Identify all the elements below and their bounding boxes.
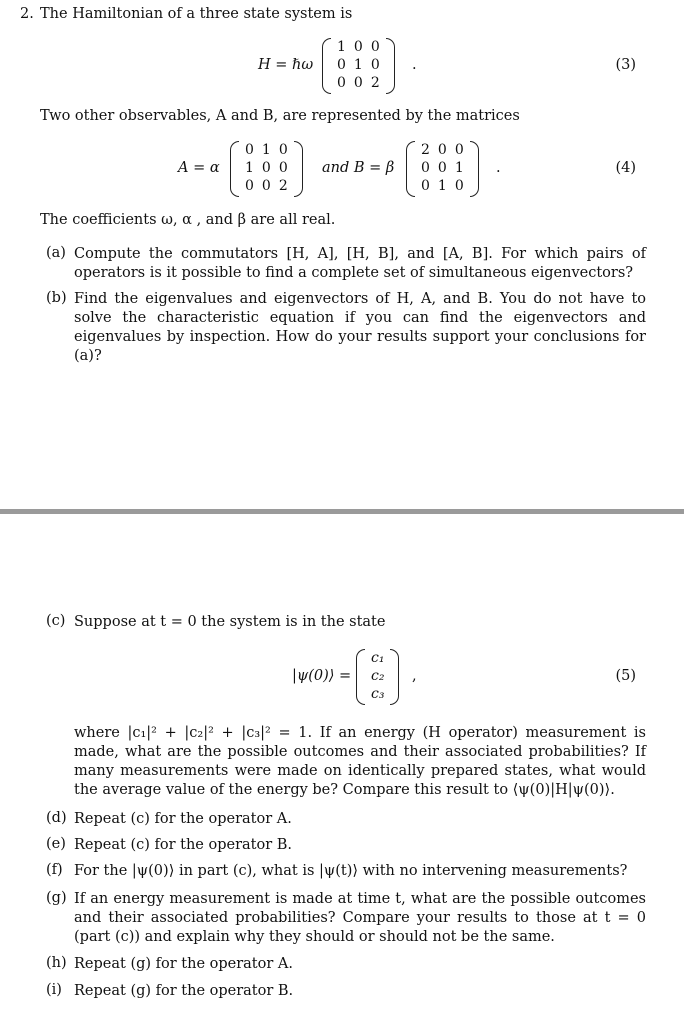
part-text: Repeat (g) for the operator B. [74,983,294,999]
part-g [46,890,646,947]
part-a [46,245,646,283]
B-period: . [496,160,501,176]
matrix-cell: 0 [278,160,288,176]
matrix-cell: 0 [421,178,430,194]
matrix-cell: 2 [421,142,430,158]
matrix-cell: 0 [353,39,363,55]
matrix-cell: 0 [454,178,464,194]
matrix-cell: 0 [370,39,380,55]
matrix-cell: 0 [337,57,346,73]
matrix-cell: 0 [278,142,288,158]
part-label: (a) [46,245,66,261]
part-i [46,982,646,1001]
matrix-cell: 1 [245,160,254,176]
B-matrix [406,141,479,197]
part-label: (e) [46,836,66,852]
part-text: Repeat (g) for the operator A. [74,956,293,972]
vector-cell: c₂ [371,668,385,684]
eq-number-3: (3) [615,57,636,73]
H-lhs: H = ℏω [258,57,314,73]
H-matrix [322,38,395,94]
matrix-cell: 0 [245,178,254,194]
matrix-cell: 0 [261,178,271,194]
part-label: (c) [46,613,66,629]
part-d [46,810,646,829]
part-label: (f) [46,862,63,878]
matrix-cell: 0 [437,142,447,158]
part-label: (b) [46,290,67,306]
matrix-cell: 0 [421,160,430,176]
part-text: Repeat (c) for the operator A. [74,811,292,827]
psi-comma: , [412,668,417,684]
matrix-cell: 2 [370,75,380,91]
vector-cell: c₁ [371,650,385,666]
matrix-cell: 0 [454,142,464,158]
psi-lhs: |ψ(0)⟩ = [292,668,352,684]
matrix-cell: 2 [278,178,288,194]
matrix-cell: 1 [353,57,363,73]
part-text: Repeat (c) for the operator B. [74,837,293,853]
part-text: where |c₁|² + |c₂|² + |c₃|² = 1. If an energy (H operator) measurement is made, what are the possible outcomes and their associated probabilities? If many measurements were made on identically prepared states, what would the average value of the energy be? Compare this result to ⟨ψ(0)|H|ψ(0)⟩. [74,725,646,798]
part-label: (d) [46,810,67,826]
intro-text: The Hamiltonian of a three state system is [40,6,353,22]
matrix-cell: 0 [353,75,363,91]
matrix-cell: 1 [454,160,464,176]
matrix-cell: 0 [245,142,254,158]
part-text: If an energy measurement is made at time t, what are the possible outcomes and their associated probabilities? Compare your results to those at t = 0 (part (c)) and explain why they should or should not be the same. [74,891,646,945]
part-text: Suppose at t = 0 the system is in the state [74,614,386,630]
matrix-cell: 0 [337,75,346,91]
matrix-cell: 0 [370,57,380,73]
H-period: . [412,57,417,73]
part-f [46,862,646,881]
matrix-cell: 1 [261,142,271,158]
part-label: (g) [46,890,67,906]
part-text: For the |ψ(0)⟩ in part (c), what is |ψ(t)⟩ with no intervening measurements? [74,863,628,879]
psi-vector [356,649,399,705]
observables-text: Two other observables, A and B, are represented by the matrices [40,108,520,124]
A-lhs: A = α [178,160,220,176]
part-c-followup [46,724,646,800]
eq-number-5: (5) [615,668,636,684]
matrix-cell: 1 [437,178,447,194]
part-c [46,613,646,632]
part-label: (h) [46,955,67,971]
problem-number: 2. [20,6,34,22]
coefficients-text: The coefficients ω, α , and β are all real. [40,212,336,228]
matrix-cell: 0 [261,160,271,176]
page-divider [0,509,684,514]
part-e [46,836,646,855]
B-lhs: and B = β [322,160,395,176]
part-b [46,290,646,366]
vector-cell: c₃ [371,686,385,702]
part-h [46,955,646,974]
part-text: Find the eigenvalues and eigenvectors of H, A, and B. You do not have to solve the characteristic equation if you can find the eigenvectors and eigenvalues by inspection. How do your results support your conclusions for (a)? [74,291,646,364]
matrix-cell: 1 [337,39,346,55]
part-text: Compute the commutators [H, A], [H, B], and [A, B]. For which pairs of operators is it possible to find a complete set of simultaneous eigenvectors? [74,246,646,281]
A-matrix [230,141,303,197]
matrix-cell: 0 [437,160,447,176]
part-label: (i) [46,982,62,998]
eq-number-4: (4) [615,160,636,176]
